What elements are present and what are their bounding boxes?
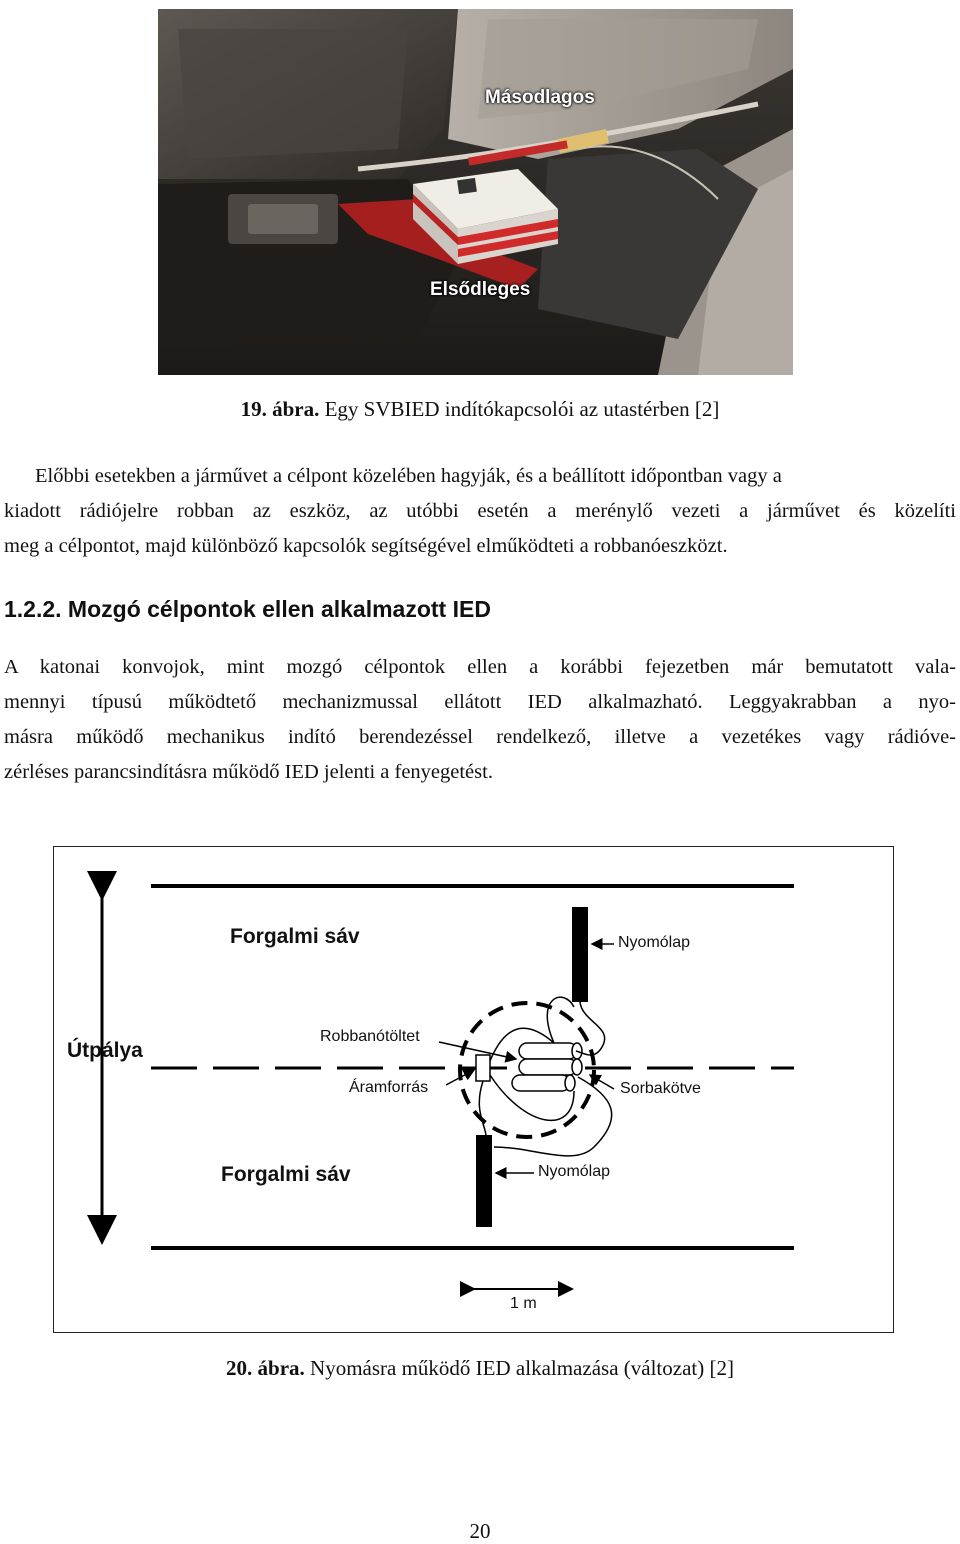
figure-19-caption: [0, 397, 960, 422]
label-primary: Elsődleges: [430, 279, 531, 300]
plate-label-bottom: Nyomólap: [538, 1163, 611, 1180]
paragraph-2: [4, 650, 956, 790]
figure-19-photo: [158, 9, 793, 375]
pressure-plate-bottom: [476, 1135, 492, 1227]
paragraph-1: [4, 459, 956, 564]
paragraph-1-line-2: kiadott rádiójelre robban az eszköz, az utóbbi esetén a merénylő vezeti a járművet és közelíti: [4, 500, 956, 522]
charge-tubes: [512, 1043, 582, 1091]
lane-label-bottom: Forgalmi sáv: [221, 1163, 351, 1186]
paragraph-2-line-2: mennyi típusú működtető mechanizmussal ellátott IED alkalmazható. Leggyakrabban a nyo-: [4, 691, 956, 713]
charge-label: Robbanótöltet: [320, 1028, 420, 1045]
figure-19-text: Egy SVBIED indítókapcsolói az utastérben [2]: [319, 397, 720, 421]
page-number: 20: [469, 1519, 491, 1543]
figure-20-diagram: [53, 846, 894, 1333]
power-label: Áramforrás: [349, 1079, 429, 1096]
paragraph-2-line-3: másra működő mechanikus indító berendezéssel rendelkező, illetve a vezetékes vagy rádióve-: [4, 726, 956, 748]
paragraph-1-line-3: meg a célpontot, majd különböző kapcsolók segítségével elműködteti a robbanóeszközt.: [4, 535, 728, 557]
paragraph-2-line-4: zérléses parancsindításra működő IED jelenti a fenyegetést.: [4, 761, 493, 783]
label-secondary: Másodlagos: [485, 87, 595, 108]
figure-19-number: 19. ábra.: [240, 397, 320, 421]
figure-20-number: 20. ábra.: [226, 1356, 305, 1380]
series-label: Sorbakötve: [620, 1080, 701, 1097]
pressure-plate-top: [572, 907, 588, 1002]
power-source-box: [476, 1055, 490, 1081]
road-label: Útpálya: [67, 1039, 143, 1062]
paragraph-2-line-1: A katonai konvojok, mint mozgó célpontok ellen a korábbi fejezetben már bemutatott vala-: [4, 656, 956, 678]
plate-label-top: Nyomólap: [618, 934, 691, 951]
scale-label: 1 m: [510, 1295, 537, 1312]
paragraph-1-line-1: Előbbi esetekben a járművet a célpont közelében hagyják, és a beállított időpontban vagy a: [35, 465, 782, 487]
lane-label-top: Forgalmi sáv: [230, 925, 360, 948]
figure-20-text: Nyomásra működő IED alkalmazása (változat) [2]: [304, 1356, 734, 1380]
figure-20-caption: [0, 1356, 960, 1381]
section-heading: 1.2.2. Mozgó célpontok ellen alkalmazott IED: [4, 596, 491, 622]
